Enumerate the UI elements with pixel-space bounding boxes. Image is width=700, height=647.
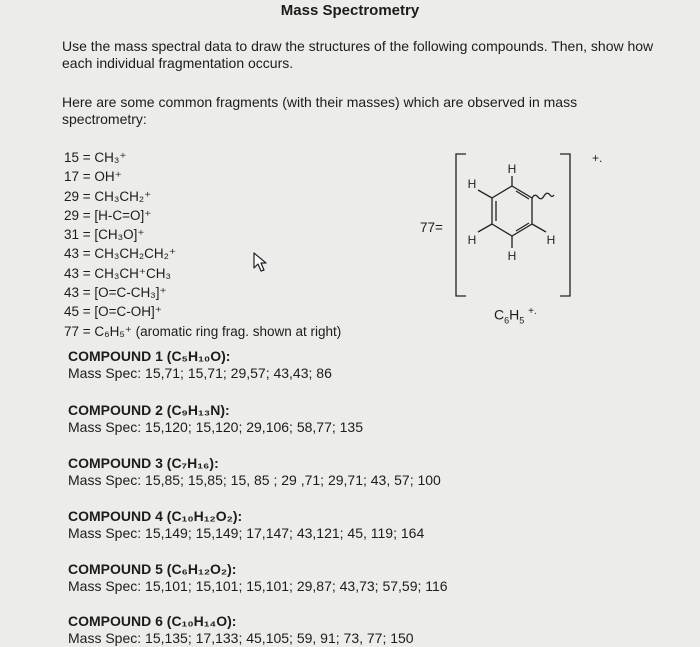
phenyl-cation-structure bbox=[450, 148, 610, 303]
h-atom-bottom: H bbox=[507, 249, 517, 263]
compound-mass-spec: Mass Spec: 15,71; 15,71; 29,57; 43,43; 86 bbox=[68, 365, 332, 381]
compound-mass-spec: Mass Spec: 15,149; 15,149; 17,147; 43,121; 45, 119; 164 bbox=[68, 525, 425, 541]
compound-block bbox=[68, 561, 448, 595]
fragments-intro: Here are some common fragments (with their masses) which are observed in mass spectrometry: bbox=[62, 94, 578, 127]
fragment-item: 29 = [H-C=O]⁺ bbox=[64, 207, 152, 223]
compound-mass-spec: Mass Spec: 15,135; 17,133; 45,105; 59, 91; 73, 77; 150 bbox=[68, 630, 414, 646]
right-bracket bbox=[560, 154, 570, 296]
fragment-item: 43 = [O=C-CH₃]⁺ bbox=[64, 285, 167, 301]
h-atom-upper-left: H bbox=[467, 177, 477, 191]
compound-block bbox=[68, 508, 424, 542]
h-atom-top: H bbox=[507, 162, 517, 176]
compound-name: COMPOUND 4 (C₁₀H₁₂O₂): bbox=[68, 508, 243, 524]
fragment-item: 45 = [O=C-OH]⁺ bbox=[64, 304, 162, 320]
bond-h-upper-left bbox=[478, 190, 492, 198]
bond-h-lower-left bbox=[478, 224, 492, 232]
compound-name: COMPOUND 1 (C₅H₁₀O): bbox=[68, 348, 231, 364]
h-atom-lower-left: H bbox=[467, 233, 477, 247]
fragment-item: 43 = CH₃CH⁺CH₃ bbox=[64, 265, 172, 281]
compound-name: COMPOUND 3 (C₇H₁₆): bbox=[68, 455, 219, 471]
compound-name: COMPOUND 6 (C₁₀H₁₄O): bbox=[68, 613, 237, 629]
compound-block bbox=[68, 348, 332, 382]
compound-mass-spec: Mass Spec: 15,120; 15,120; 29,106; 58,77; 135 bbox=[68, 419, 363, 435]
benzene-ring bbox=[492, 186, 532, 236]
compound-block bbox=[68, 613, 414, 647]
compound-name: COMPOUND 5 (C₆H₁₂O₂): bbox=[68, 561, 237, 577]
page-title: Mass Spectrometry bbox=[280, 2, 420, 19]
h-atom-lower-right: H bbox=[546, 233, 556, 247]
compound-name: COMPOUND 2 (C₉H₁₃N): bbox=[68, 402, 230, 418]
wavy-bond bbox=[532, 193, 554, 199]
fragment-item: 15 = CH₃⁺ bbox=[64, 150, 127, 165]
fragment-item: 31 = [CH₃O]⁺ bbox=[64, 227, 145, 243]
fragment-list bbox=[64, 148, 341, 341]
fragment-item: 43 = CH₃CH₂CH₂⁺ bbox=[64, 246, 177, 262]
structure-label: 77= bbox=[420, 220, 443, 235]
compound-block bbox=[68, 455, 441, 489]
fragment-item: 77 = C₆H₅⁺ (aromatic ring frag. shown at right) bbox=[64, 323, 342, 339]
compound-mass-spec: Mass Spec: 15,85; 15,85; 15, 85 ; 29 ,71; 29,71; 43, 57; 100 bbox=[68, 472, 441, 488]
structure-formula: $C_6H_5$ +. bbox=[494, 306, 537, 326]
charge-label: +. bbox=[592, 151, 603, 165]
left-bracket bbox=[456, 154, 466, 296]
compound-mass-spec: Mass Spec: 15,101; 15,101; 15,101; 29,87; 43,73; 57,59; 116 bbox=[68, 578, 448, 594]
compound-block bbox=[68, 402, 363, 436]
bond-h-lower-right bbox=[532, 224, 546, 232]
instructions: Use the mass spectral data to draw the structures of the following compounds. Then, show how each individual fragmentation occurs. bbox=[62, 38, 654, 71]
fragment-item: 17 = OH⁺ bbox=[64, 169, 122, 185]
fragment-item: 29 = CH₃CH₂⁺ bbox=[64, 188, 152, 204]
mouse-pointer-icon bbox=[252, 251, 270, 273]
